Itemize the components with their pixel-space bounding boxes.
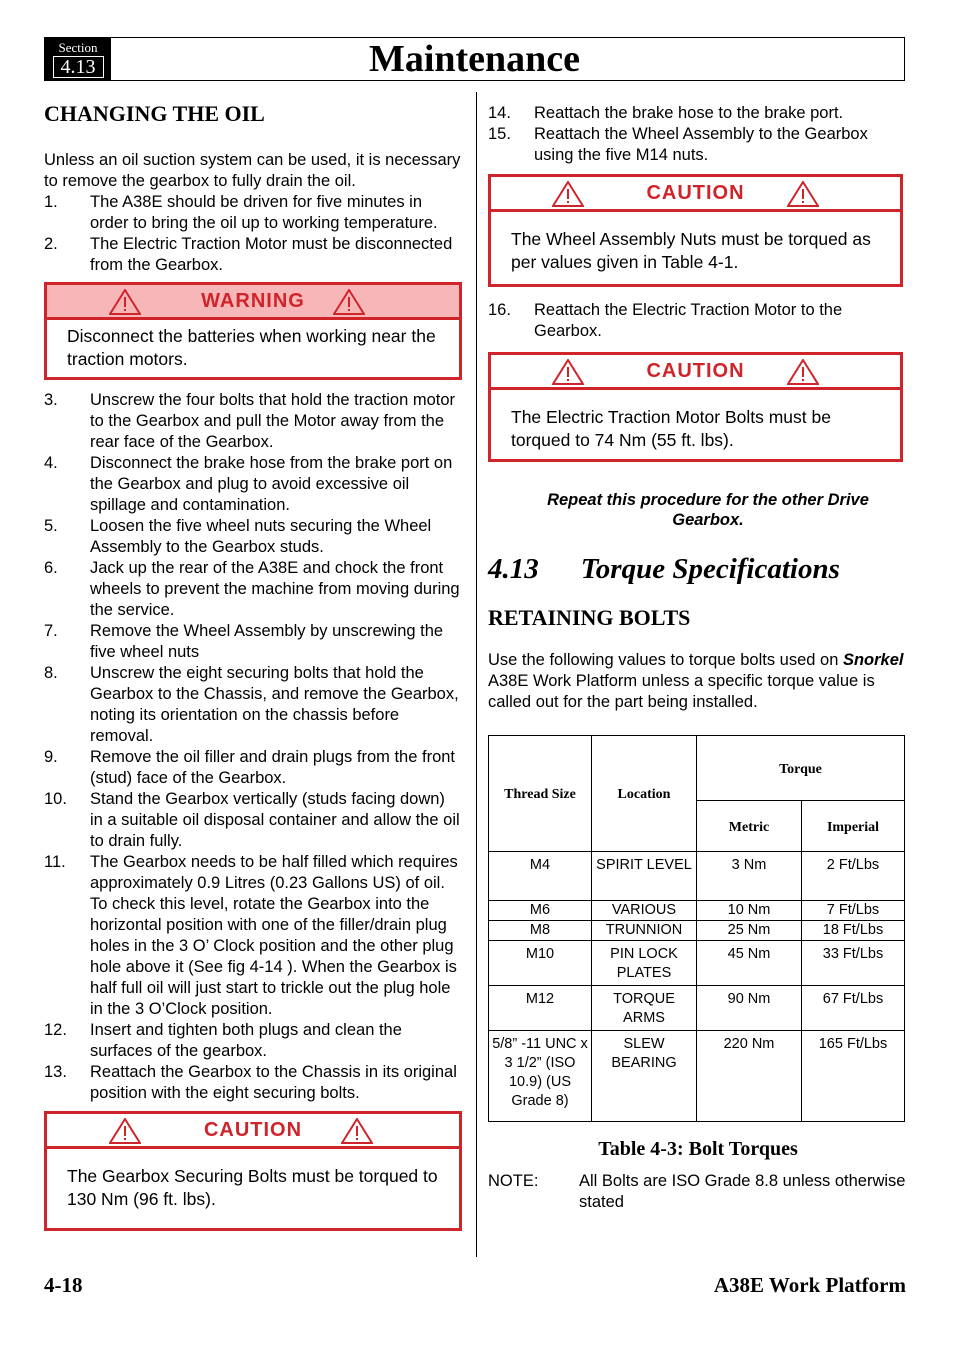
warning-triangle-icon	[787, 359, 819, 385]
step-item	[44, 234, 462, 276]
caution-label: CAUTION	[203, 1118, 303, 1141]
warning-label: WARNING	[201, 289, 305, 312]
step-text: Reattach the brake hose to the brake port.	[534, 104, 844, 122]
table-cell-metric: 25 Nm	[697, 921, 802, 941]
step-text: Unscrew the four bolts that hold the traction motor to the Gearbox and pull the Motor away from the rear face of the Gearbox.	[90, 391, 456, 451]
step-item	[44, 453, 462, 516]
step-text: Jack up the rear of the A38E and chock the front wheels to prevent the machine from moving during the service.	[90, 559, 460, 619]
step-number: 4.	[44, 454, 58, 472]
table-cell-location: TORQUE ARMS	[592, 986, 697, 1031]
table-caption: Table 4-3: Bolt Torques	[598, 1138, 798, 1160]
torque-intro-paragraph	[488, 650, 908, 713]
brand-name: Snorkel	[842, 651, 904, 669]
intro-text-start: Use the following values to torque bolts used on	[488, 651, 843, 669]
table-cell-thread: M4	[489, 852, 592, 901]
caution-text: The Electric Traction Motor Bolts must be torqued to 74 Nm (55 ft. lbs).	[511, 407, 831, 450]
table-row	[489, 1031, 905, 1122]
warning-triangle-icon	[552, 359, 584, 385]
step-text: Remove the Wheel Assembly by unscrewing the five wheel nuts	[90, 622, 444, 661]
section-heading-changing-oil: CHANGING THE OIL	[44, 101, 265, 126]
warning-text: Disconnect the batteries when working near the traction motors.	[67, 326, 436, 369]
step-text: The A38E should be driven for five minutes in order to bring the oil up to working temperature.	[90, 193, 438, 232]
table-cell-imperial: 33 Ft/Lbs	[802, 941, 905, 986]
table-header-location: Location	[592, 736, 697, 852]
table-body	[489, 852, 905, 1122]
steps-list-1	[44, 192, 462, 276]
table-cell-location: VARIOUS	[592, 901, 697, 921]
section-heading-number: 4.13	[488, 553, 539, 585]
step-number: 3.	[44, 391, 58, 409]
section-heading-torque	[488, 552, 908, 586]
section-heading-title: Torque Specifications	[580, 553, 840, 585]
table-row	[489, 901, 905, 921]
table-header-thread-size: Thread Size	[489, 736, 592, 852]
step-item	[44, 516, 462, 558]
caution-header	[491, 355, 900, 390]
warning-triangle-icon	[341, 1118, 373, 1144]
table-cell-thread: 5/8” -11 UNC x 3 1/2” (ISO 10.9) (US Grade 8)	[489, 1031, 592, 1122]
step-number: 15.	[488, 125, 511, 143]
product-name: A38E Work Platform	[713, 1273, 906, 1297]
caution-text: The Gearbox Securing Bolts must be torqued to 130 Nm (96 ft. lbs).	[67, 1166, 438, 1209]
step-number: 11.	[44, 853, 66, 871]
step-text: The Gearbox needs to be half filled which requires approximately 0.9 Litres (0.23 Gallons US) of oil. To check this level, rotate the Gearbox into the horizontal position with one of the filler/drain plug holes in the 3 O’ Clock position and the other plug hole above it (See fig 4-14 ). When the Gearbox is half full oil will just start to trickle out the plug hole in the 3 O’Clock position.	[90, 853, 458, 1018]
steps-list-4	[488, 300, 908, 342]
page-header	[44, 37, 905, 81]
step-item	[44, 789, 462, 852]
table-cell-location: TRUNNION	[592, 921, 697, 941]
step-text: Disconnect the brake hose from the brake port on the Gearbox and plug to avoid excessive oil spillage and contamination.	[90, 454, 453, 514]
page-footer	[44, 1273, 906, 1298]
table-row	[489, 941, 905, 986]
left-column	[44, 100, 462, 1231]
right-column	[488, 103, 908, 1213]
step-text: Reattach the Wheel Assembly to the Gearbox using the five M14 nuts.	[534, 125, 868, 164]
caution-box-wheel-nuts	[488, 174, 903, 287]
step-item	[44, 390, 462, 453]
caution-label: CAUTION	[646, 181, 745, 204]
step-item	[44, 558, 462, 621]
step-number: 16.	[488, 301, 511, 319]
warning-triangle-icon	[109, 1118, 141, 1144]
step-item	[488, 103, 908, 124]
column-divider	[476, 92, 477, 1257]
step-number: 2.	[44, 235, 58, 253]
table-cell-imperial: 2 Ft/Lbs	[802, 852, 905, 901]
step-item	[44, 192, 462, 234]
note-text: All Bolts are ISO Grade 8.8 unless otherwise stated	[579, 1172, 906, 1211]
table-cell-imperial: 67 Ft/Lbs	[802, 986, 905, 1031]
subheading-retaining-bolts: RETAINING BOLTS	[488, 605, 691, 630]
table-cell-metric: 10 Nm	[697, 901, 802, 921]
caution-box-gearbox-bolts	[44, 1111, 462, 1231]
table-cell-metric: 45 Nm	[697, 941, 802, 986]
table-cell-thread: M8	[489, 921, 592, 941]
intro-paragraph: Unless an oil suction system can be used, it is necessary to remove the gearbox to fully drain the oil.	[44, 151, 461, 190]
table-cell-metric: 3 Nm	[697, 852, 802, 901]
section-number: 4.13	[53, 56, 104, 78]
step-number: 7.	[44, 622, 58, 640]
table-cell-thread: M12	[489, 986, 592, 1031]
table-cell-location: SLEW BEARING	[592, 1031, 697, 1122]
page-title: Maintenance	[368, 38, 581, 80]
table-cell-location: SPIRIT LEVEL	[592, 852, 697, 901]
table-cell-thread: M6	[489, 901, 592, 921]
repeat-procedure-note: Repeat this procedure for the other Drive Gearbox.	[547, 491, 869, 529]
page-number: 4-18	[44, 1273, 83, 1297]
table-cell-imperial: 18 Ft/Lbs	[802, 921, 905, 941]
warning-triangle-icon	[787, 181, 819, 207]
table-cell-thread: M10	[489, 941, 592, 986]
step-item	[44, 1020, 462, 1062]
step-text: Unscrew the eight securing bolts that hold the Gearbox to the Chassis, and remove the Gearbox, noting its orientation on the chassis before removal.	[90, 664, 459, 745]
warning-triangle-icon	[552, 181, 584, 207]
warning-box	[44, 282, 462, 380]
step-number: 10.	[44, 790, 67, 808]
caution-box-motor-bolts	[488, 352, 903, 462]
warning-header	[47, 285, 459, 320]
caution-text: The Wheel Assembly Nuts must be torqued as per values given in Table 4-1.	[511, 229, 871, 272]
step-item	[44, 1062, 462, 1104]
step-text: Insert and tighten both plugs and clean the surfaces of the gearbox.	[90, 1021, 402, 1060]
caution-header	[47, 1114, 459, 1149]
step-number: 5.	[44, 517, 58, 535]
step-number: 6.	[44, 559, 58, 577]
step-item	[488, 124, 908, 166]
table-header-metric: Metric	[697, 801, 802, 852]
step-text: Loosen the five wheel nuts securing the Wheel Assembly to the Gearbox studs.	[90, 517, 432, 556]
steps-list-3	[488, 103, 908, 166]
step-number: 8.	[44, 664, 58, 682]
step-item	[44, 621, 462, 663]
table-row	[489, 852, 905, 901]
table-cell-location: PIN LOCK PLATES	[592, 941, 697, 986]
bolt-torque-table	[488, 735, 905, 1122]
table-cell-imperial: 7 Ft/Lbs	[802, 901, 905, 921]
table-header-torque: Torque	[697, 736, 905, 801]
section-label: Section	[58, 40, 98, 55]
step-text: Reattach the Electric Traction Motor to the Gearbox.	[534, 301, 843, 340]
step-text: Reattach the Gearbox to the Chassis in its original position with the eight securing bolts.	[90, 1063, 457, 1102]
table-row	[489, 986, 905, 1031]
step-item	[44, 747, 462, 789]
step-item	[44, 852, 462, 1020]
step-number: 14.	[488, 104, 511, 122]
table-cell-metric: 220 Nm	[697, 1031, 802, 1122]
caution-header	[491, 177, 900, 212]
table-header-imperial: Imperial	[802, 801, 905, 852]
warning-triangle-icon	[109, 289, 141, 315]
intro-text-end: A38E Work Platform unless a specific torque value is called out for the part being installed.	[488, 672, 875, 711]
step-text: Remove the oil filler and drain plugs from the front (stud) face of the Gearbox.	[90, 748, 456, 787]
table-row	[489, 921, 905, 941]
step-number: 12.	[44, 1021, 67, 1039]
step-text: Stand the Gearbox vertically (studs facing down) in a suitable oil disposal container and allow the oil to drain fully.	[90, 790, 460, 850]
step-text: The Electric Traction Motor must be disconnected from the Gearbox.	[90, 235, 453, 274]
table-cell-imperial: 165 Ft/Lbs	[802, 1031, 905, 1122]
warning-triangle-icon	[333, 289, 365, 315]
steps-list-2	[44, 390, 462, 1104]
step-item	[44, 663, 462, 747]
step-item	[488, 300, 908, 342]
step-number: 9.	[44, 748, 58, 766]
caution-label: CAUTION	[646, 359, 745, 382]
step-number: 1.	[44, 193, 58, 211]
table-cell-metric: 90 Nm	[697, 986, 802, 1031]
bolt-grade-note	[488, 1171, 908, 1213]
step-number: 13.	[44, 1063, 67, 1081]
note-label: NOTE:	[488, 1172, 539, 1190]
